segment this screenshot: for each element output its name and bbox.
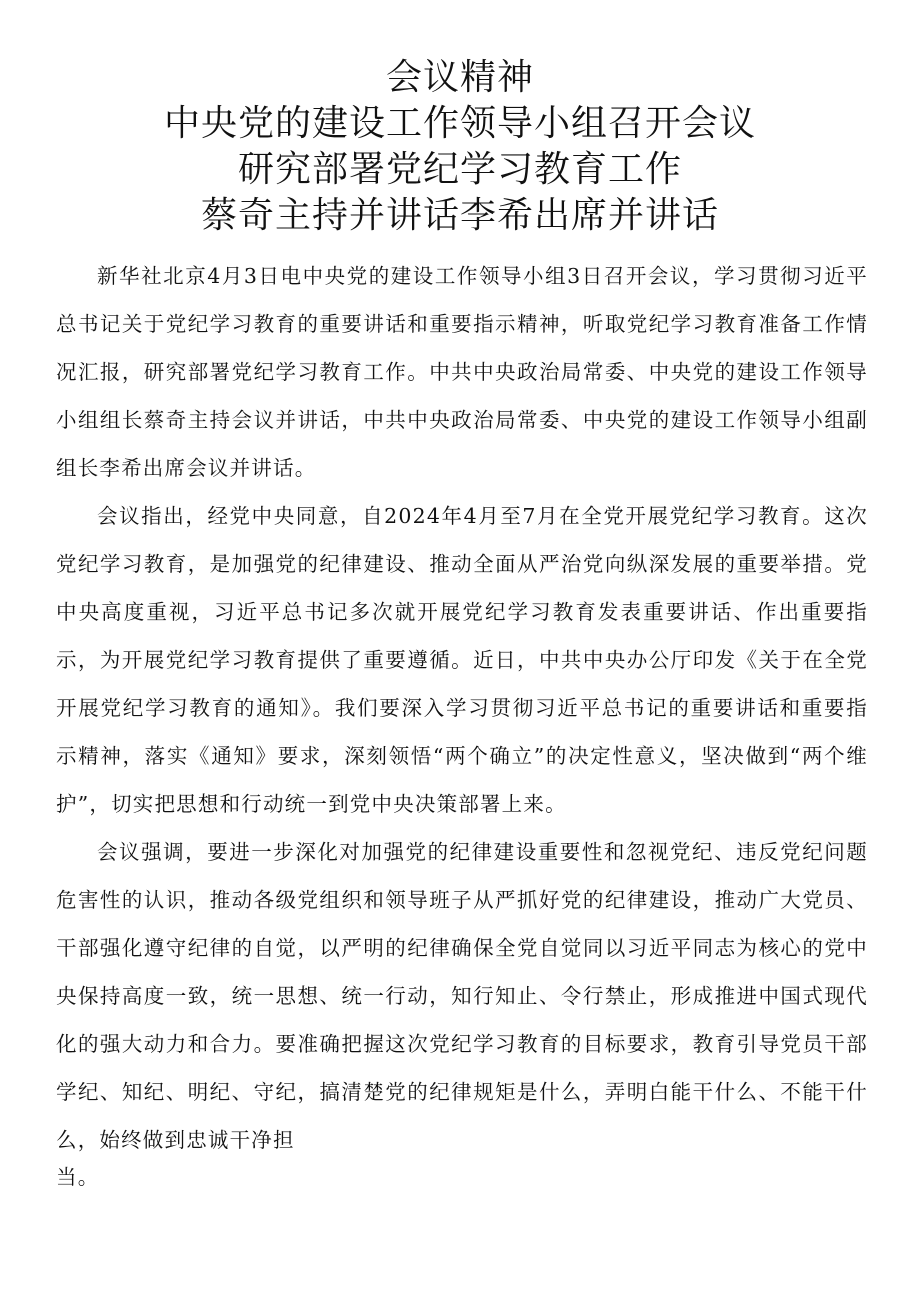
title-block bbox=[0, 55, 920, 239]
document-body bbox=[56, 252, 868, 1190]
paragraph-1: 新华社北京4月3日电中央党的建设工作领导小组3日召开会议，学习贯彻习近平总书记关于党纪学习教育的重要讲话和重要指示精神，听取党纪学习教育准备工作情况汇报，研究部署党纪学习教育工作。中共中央政治局常委、中央党的建设工作领导小组组长蔡奇主持会议并讲话，中共中央政治局常委、中央党的建设工作领导小组副组长李希出席会议并讲话。 bbox=[56, 264, 868, 480]
document-heading: 会议精神 bbox=[385, 57, 534, 98]
paragraph-tail: 当。 bbox=[56, 1165, 100, 1189]
paragraph-3: 会议强调，要进一步深化对加强党的纪律建设重要性和忽视党纪、违反党纪问题危害性的认识，推动各级党组织和领导班子从严抓好党的纪律建设，推动广大党员、干部强化遵守纪律的自觉，以严明的纪律确保全党自觉同以习近平同志为核心的党中央保持高度一致，统一思想、统一行动，知行知止、令行禁止，形成推进中国式现代化的强大动力和合力。要准确把握这次党纪学习教育的目标要求，教育引导党员干部学纪、知纪、明纪、守纪，搞清楚党的纪律规矩是什么，弄明白能干什么、不能干什么，始终做到忠诚干净担 bbox=[56, 840, 868, 1152]
document-title-line-2: 研究部署党纪学习教育工作 bbox=[237, 149, 682, 190]
document-title-line-1: 中央党的建设工作领导小组召开会议 bbox=[163, 103, 756, 144]
document-subtitle: 蔡奇主持并讲话李希出席并讲话 bbox=[200, 195, 719, 236]
paragraph-2: 会议指出，经党中央同意，自2024年4月至7月在全党开展党纪学习教育。这次党纪学习教育，是加强党的纪律建设、推动全面从严治党向纵深发展的重要举措。党中央高度重视，习近平总书记多次就开展党纪学习教育发表重要讲话、作出重要指示，为开展党纪学习教育提供了重要遵循。近日，中共中央办公厅印发《关于在全党开展党纪学习教育的通知》。我们要深入学习贯彻习近平总书记的重要讲话和重要指示精神，落实《通知》要求，深刻领悟“两个确立”的决定性意义，坚决做到“两个维护”，切实把思想和行动统一到党中央决策部署上来。 bbox=[56, 504, 868, 816]
